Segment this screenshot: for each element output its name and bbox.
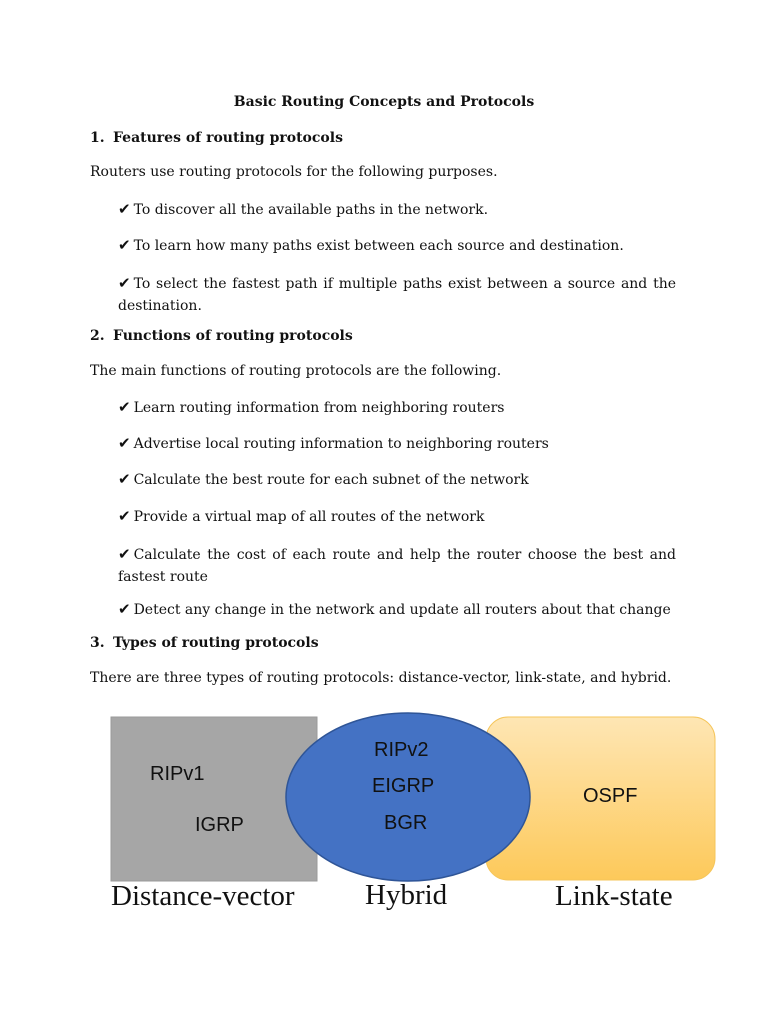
section-2-title: Functions of routing protocols <box>113 328 353 344</box>
checkmark-icon: ✔ <box>118 507 131 525</box>
section-1-number: 1. <box>90 130 105 146</box>
check-item-text: To select the fastest path if multiple paths exist between a source and the destination. <box>118 276 676 314</box>
protocol-label: RIPv2 <box>374 739 429 761</box>
checkmark-icon: ✔ <box>118 434 131 452</box>
protocol-label: IGRP <box>195 814 244 836</box>
distance-vector-label: Distance-vector <box>111 880 295 912</box>
protocol-label: EIGRP <box>372 775 435 797</box>
protocol-label: RIPv1 <box>150 763 205 785</box>
check-item-text: Advertise local routing information to neighboring routers <box>133 436 549 452</box>
check-item-text: Detect any change in the network and update all routers about that change <box>133 602 671 618</box>
checkmark-icon: ✔ <box>118 600 131 618</box>
checkmark-icon: ✔ <box>118 545 131 563</box>
section-1-intro: Routers use routing protocols for the following purposes. <box>90 164 498 180</box>
protocol-label: BGR <box>384 812 428 834</box>
link-state-label: Link-state <box>555 880 673 912</box>
check-item-text: Calculate the best route for each subnet of the network <box>133 472 529 488</box>
check-item-text: Learn routing information from neighboring routers <box>133 400 505 416</box>
section-3-number: 3. <box>90 635 105 651</box>
checkmark-icon: ✔ <box>118 236 131 254</box>
section-1-title: Features of routing protocols <box>113 130 343 146</box>
check-item-text: To discover all the available paths in the network. <box>133 202 489 218</box>
section-3-intro: There are three types of routing protocols: distance-vector, link-state, and hybrid. <box>90 670 672 686</box>
section-2-number: 2. <box>90 328 105 344</box>
check-item-text: Calculate the cost of each route and help the router choose the best and fastest route <box>118 547 676 585</box>
checkmark-icon: ✔ <box>118 274 131 292</box>
checkmark-icon: ✔ <box>118 200 131 218</box>
section-2-intro: The main functions of routing protocols are the following. <box>90 363 502 379</box>
section-3-title: Types of routing protocols <box>113 635 319 651</box>
document-title: Basic Routing Concepts and Protocols <box>233 94 535 110</box>
checkmark-icon: ✔ <box>118 470 131 488</box>
check-item-text: To learn how many paths exist between each source and destination. <box>133 238 624 254</box>
checkmark-icon: ✔ <box>118 398 131 416</box>
check-item-text: Provide a virtual map of all routes of the network <box>133 509 485 525</box>
protocol-label: OSPF <box>583 785 638 807</box>
hybrid-label: Hybrid <box>365 879 448 911</box>
